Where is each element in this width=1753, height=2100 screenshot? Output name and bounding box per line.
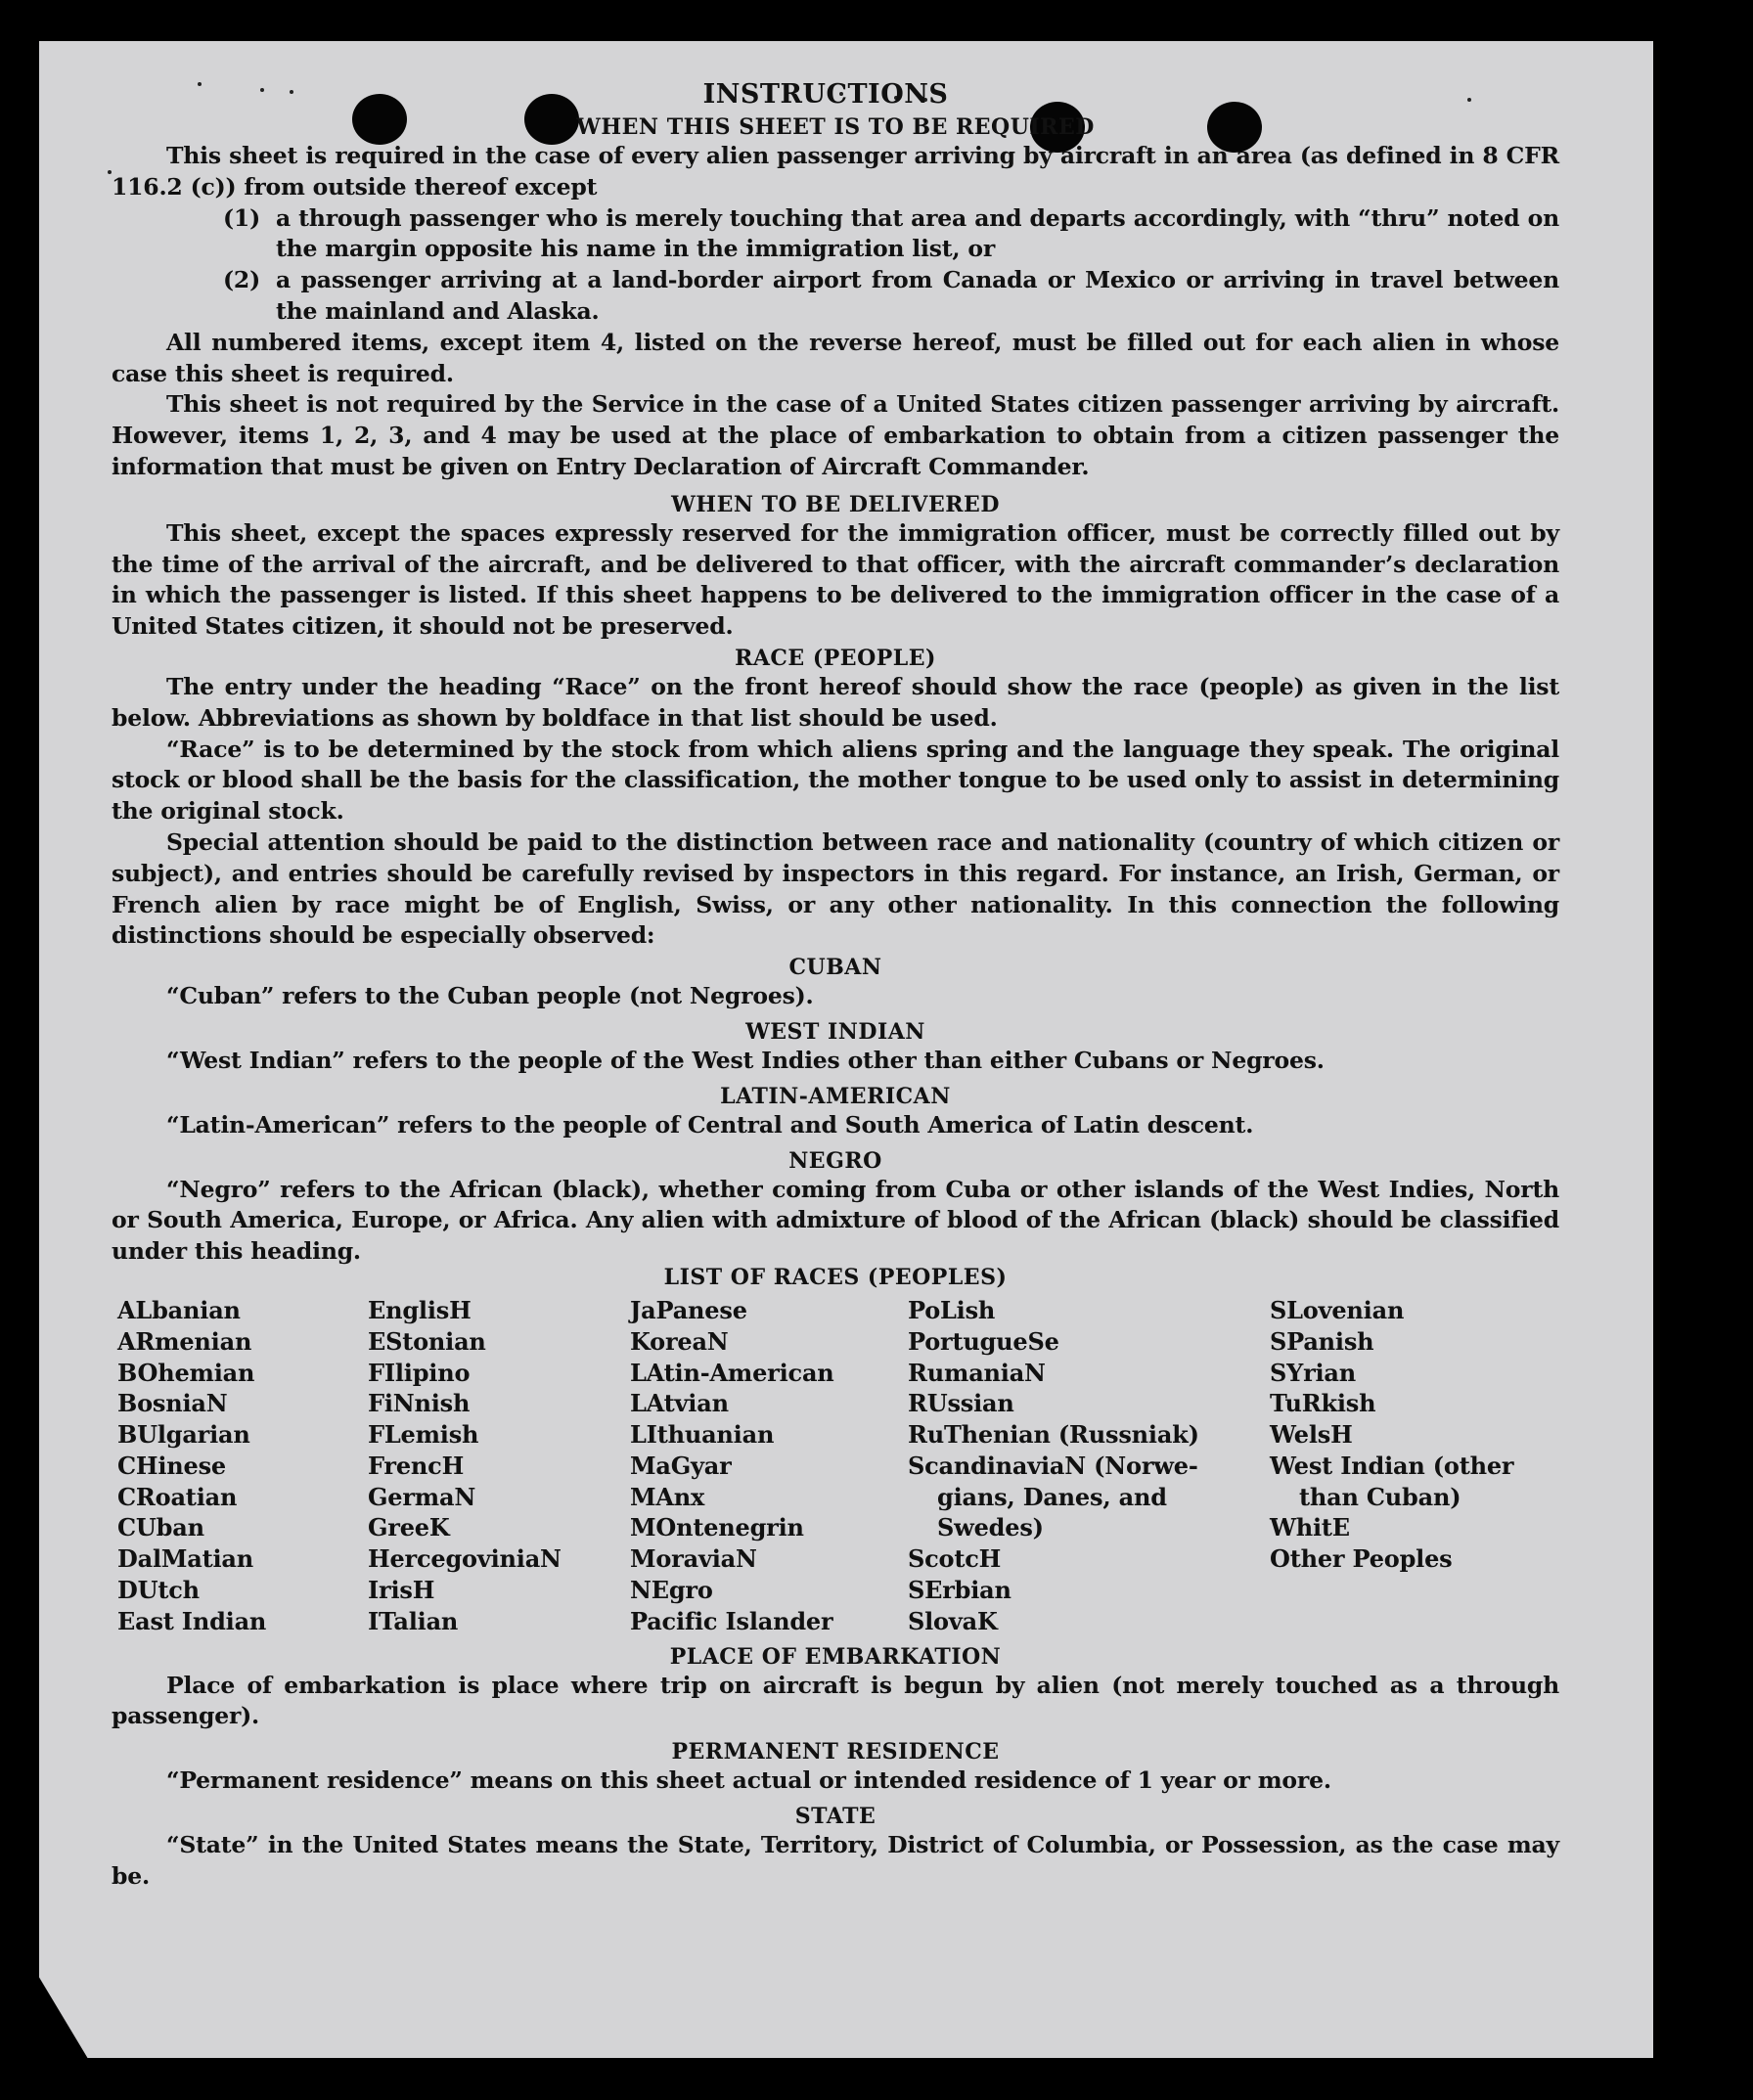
race-entry: FiNnish	[368, 1389, 471, 1418]
race-entry: ITalian	[368, 1606, 459, 1635]
races-list	[112, 1295, 1559, 1637]
delivered-text: This sheet, except the spaces expressly reserved for the immigration officer, must be correctly filled out by the time of the arrival of the aircraft, and be delivered to that officer, with the aircraft commander’s declaration in which the passenger is listed. If this sheet happens to be delivered to the immigration officer in the case of a United States citizen, it should not be preserved.	[112, 518, 1559, 641]
race-entry: LAtin-American	[630, 1358, 834, 1387]
race-entry: LAtvian	[630, 1389, 729, 1418]
section-heading-residence: PERMANENT RESIDENCE	[671, 1739, 1000, 1765]
races-column-5	[1270, 1295, 1524, 1637]
embarkation-text: Place of embarkation is place where trip on aircraft is begun by alien (not merely touched as a through passenger).	[112, 1671, 1559, 1730]
race-entry: GreeK	[368, 1513, 450, 1542]
required-para-2: All numbered items, except item 4, listed on the reverse hereof, must be filled out for each alien in whose case this sheet is required.	[112, 328, 1559, 387]
races-column-3	[630, 1295, 908, 1637]
race-entry: BOhemian	[117, 1358, 255, 1387]
exception-item-2: (2) a passenger arriving at a land-border airport from Canada or Mexico or arriving in travel between the mainland and Alaska.	[223, 266, 1559, 325]
race-entry: East Indian	[117, 1606, 267, 1635]
race-entry: West Indian (other	[1270, 1451, 1514, 1480]
latin-american-text: “Latin-American” refers to the people of Central and South America of Latin descent.	[166, 1110, 1254, 1139]
race-entry: MAnx	[630, 1482, 705, 1511]
race-entry: SYrian	[1270, 1358, 1357, 1387]
section-heading-negro: NEGRO	[788, 1147, 882, 1174]
race-entry: RumaniaN	[908, 1358, 1046, 1387]
race-entry: FIlipino	[368, 1358, 471, 1387]
section-heading-latin-american: LATIN-AMERICAN	[720, 1083, 951, 1109]
section-heading-list-of-races: LIST OF RACES (PEOPLES)	[663, 1264, 1008, 1290]
race-entry: HercegoviniaN	[368, 1544, 562, 1574]
race-entry: MOntenegrin	[630, 1513, 804, 1542]
race-entry: PortugueSe	[908, 1326, 1059, 1356]
races-column-2	[368, 1295, 630, 1637]
race-entry: EStonian	[368, 1326, 486, 1356]
race-entry: ARmenian	[117, 1326, 252, 1356]
race-para-1: The entry under the heading “Race” on the front hereof should show the race (people) as given in the list below. Abbreviations as shown by boldface in that list should be used.	[112, 672, 1559, 732]
negro-text: “Negro” refers to the African (black), whether coming from Cuba or other islands of the West Indies, North or South America, Europe, or Africa. Any alien with admixture of blood of the African (black) should be classified under this heading.	[112, 1175, 1559, 1266]
race-entry: CRoatian	[117, 1482, 238, 1511]
race-entry: SErbian	[908, 1576, 1011, 1605]
race-entry: SLovenian	[1270, 1295, 1405, 1324]
race-entry: KoreaN	[630, 1326, 729, 1356]
races-column-1	[112, 1295, 368, 1637]
race-entry: IrisH	[368, 1576, 435, 1605]
race-entry: ScandinaviaN (Norwe-	[908, 1451, 1198, 1480]
race-entry: MoraviaN	[630, 1544, 757, 1574]
race-entry: RUssian	[908, 1389, 1014, 1418]
section-heading-west-indian: WEST INDIAN	[745, 1018, 925, 1045]
race-entry: Other Peoples	[1270, 1544, 1453, 1574]
instructions-content	[112, 78, 1559, 1893]
race-entry: ScotcH	[908, 1544, 1002, 1574]
race-entry: PoLish	[908, 1295, 996, 1324]
race-entry: Pacific Islander	[630, 1606, 833, 1635]
page-title: INSTRUCTIONS	[702, 79, 949, 110]
section-heading-delivered: WHEN TO BE DELIVERED	[671, 491, 1000, 517]
race-entry: CHinese	[117, 1451, 226, 1480]
race-entry: FLemish	[368, 1420, 479, 1450]
race-entry: than Cuban)	[1299, 1482, 1461, 1511]
race-entry: FrencH	[368, 1451, 465, 1480]
race-entry: BosniaN	[117, 1389, 228, 1418]
section-heading-required: WHEN THIS SHEET IS TO BE REQUIRED	[576, 114, 1095, 140]
west-indian-text: “West Indian” refers to the people of the West Indies other than either Cubans or Negroes.	[166, 1046, 1325, 1074]
race-entry: GermaN	[368, 1482, 476, 1511]
section-heading-state: STATE	[794, 1804, 876, 1830]
race-entry: WhitE	[1270, 1513, 1350, 1542]
races-column-4	[908, 1295, 1270, 1637]
section-heading-cuban: CUBAN	[788, 955, 882, 981]
state-text: “State” in the United States means the State, Territory, District of Columbia, or Possession, as the case may be.	[112, 1831, 1559, 1890]
race-entry: LIthuanian	[630, 1420, 775, 1450]
race-entry: SPanish	[1270, 1326, 1374, 1356]
race-entry: JaPanese	[630, 1295, 747, 1324]
race-para-2: “Race” is to be determined by the stock from which aliens spring and the language they speak. The original stock or blood shall be the basis for the classification, the mother tongue to be used only to assist in determining the original stock.	[112, 735, 1559, 826]
exception-item-1: (1) a through passenger who is merely touching that area and departs accordingly, with “thru” noted on the margin opposite his name in the immigration list, or	[223, 203, 1559, 263]
race-entry: MaGyar	[630, 1451, 732, 1480]
race-entry: ALbanian	[117, 1295, 241, 1324]
race-entry: DalMatian	[117, 1544, 254, 1574]
race-entry: WelsH	[1270, 1420, 1353, 1450]
cuban-text: “Cuban” refers to the Cuban people (not Negroes).	[166, 982, 814, 1010]
race-entry: RuThenian (Russniak)	[908, 1420, 1199, 1450]
race-entry: gians, Danes, and	[937, 1482, 1167, 1511]
required-intro: This sheet is required in the case of every alien passenger arriving by aircraft in an area (as defined in 8 CFR 116.2 (c)) from outside thereof except	[112, 142, 1559, 201]
race-entry: BUlgarian	[117, 1420, 250, 1450]
required-para-3: This sheet is not required by the Service in the case of a United States citizen passenger arriving by aircraft. However, items 1, 2, 3, and 4 may be used at the place of embarkation to obtain from a citizen passenger the information that must be given on Entry Declaration of Aircraft Commander.	[112, 390, 1559, 480]
race-entry: SlovaK	[908, 1606, 998, 1635]
race-entry: NEgro	[630, 1576, 713, 1605]
race-entry: TuRkish	[1270, 1389, 1376, 1418]
residence-text: “Permanent residence” means on this sheet actual or intended residence of 1 year or more.	[166, 1766, 1331, 1795]
race-entry: DUtch	[117, 1576, 200, 1605]
race-entry: CUban	[117, 1513, 204, 1542]
race-entry: EnglisH	[368, 1295, 472, 1324]
section-heading-race: RACE (PEOPLE)	[735, 645, 936, 671]
section-heading-embarkation: PLACE OF EMBARKATION	[669, 1643, 1002, 1670]
race-para-3: Special attention should be paid to the distinction between race and nationality (country of which citizen or subject), and entries should be carefully revised by inspectors in this regard. For instance, an Irish, German, or French alien by race might be of English, Swiss, or any other nationality. In this connection the following distinctions should be especially observed:	[112, 827, 1559, 950]
race-entry: Swedes)	[937, 1513, 1044, 1542]
